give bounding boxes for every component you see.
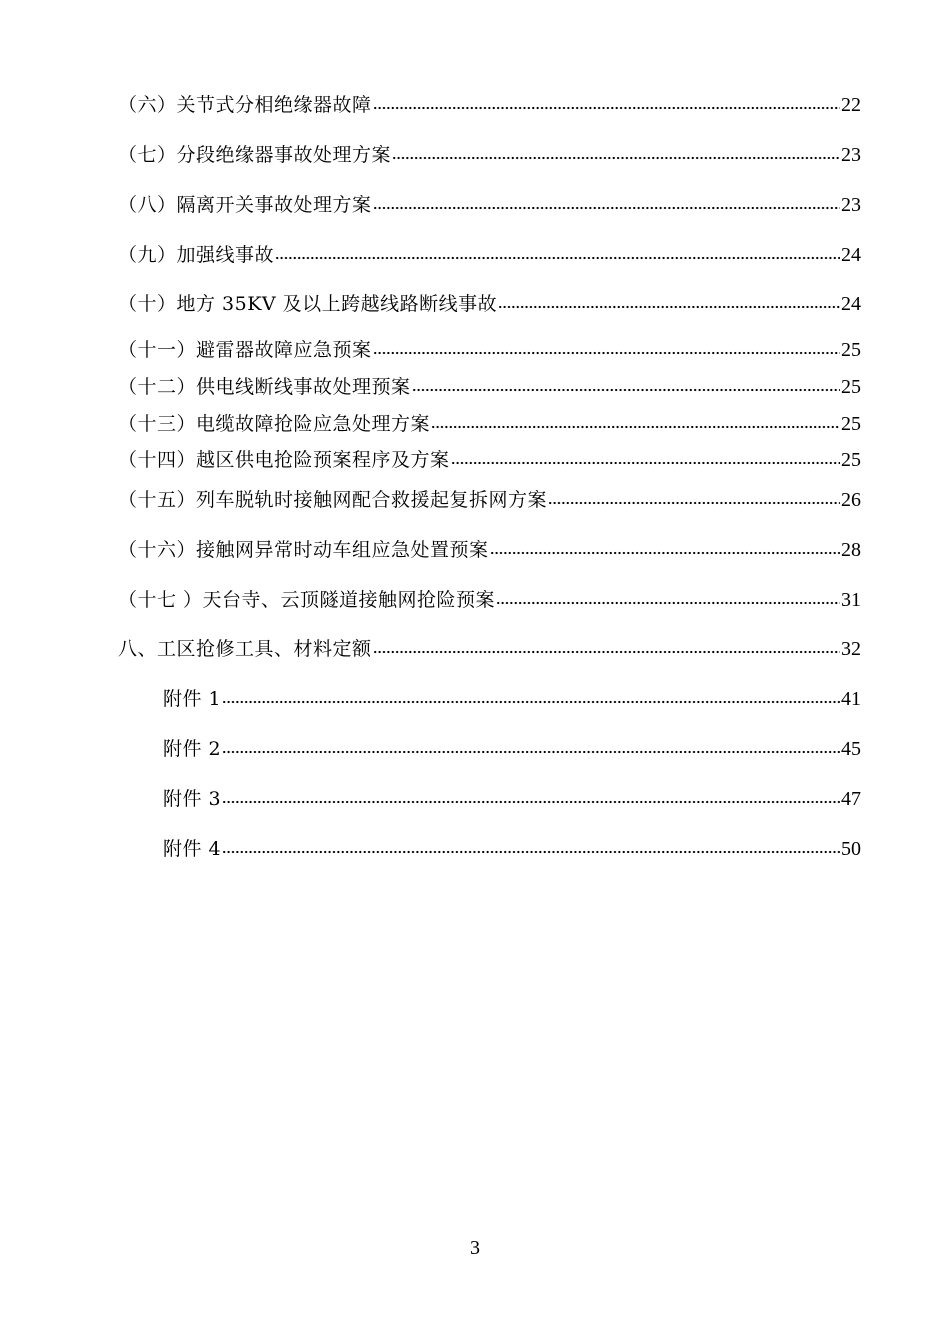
toc-leader-dots bbox=[548, 500, 840, 506]
toc-entry-page: 41 bbox=[841, 688, 861, 710]
toc-leader-dots bbox=[431, 424, 840, 430]
toc-entry-page: 28 bbox=[841, 539, 861, 561]
toc-leader-dots bbox=[373, 105, 840, 111]
toc-entry-page: 45 bbox=[841, 738, 861, 760]
toc-entry[interactable] bbox=[118, 587, 861, 613]
toc-entry[interactable] bbox=[118, 291, 861, 317]
toc-entry[interactable] bbox=[118, 487, 861, 513]
toc-entry-page: 32 bbox=[841, 638, 861, 660]
toc-entry-page: 23 bbox=[841, 194, 861, 216]
toc-leader-dots bbox=[222, 749, 840, 755]
toc-entry-label: （十四）越区供电抢险预案程序及方案 bbox=[118, 449, 450, 471]
toc-entry[interactable] bbox=[118, 242, 861, 268]
toc-entry-page: 24 bbox=[841, 293, 861, 315]
toc-entry-label: （七）分段绝缘器事故处理方案 bbox=[118, 144, 392, 166]
toc-entry[interactable] bbox=[163, 686, 861, 712]
toc-leader-dots bbox=[496, 600, 840, 606]
toc-entry-page: 31 bbox=[841, 589, 861, 611]
toc-entry[interactable] bbox=[163, 736, 861, 762]
toc-entry[interactable] bbox=[163, 786, 861, 812]
toc-entry-page: 50 bbox=[841, 838, 861, 860]
toc-leader-dots bbox=[222, 699, 840, 705]
toc-leader-dots bbox=[373, 205, 840, 211]
toc-entry[interactable] bbox=[118, 537, 861, 563]
toc-entry-page: 23 bbox=[841, 144, 861, 166]
toc-entry[interactable] bbox=[118, 411, 861, 437]
toc-leader-dots bbox=[373, 649, 840, 655]
toc-entry-page: 24 bbox=[841, 244, 861, 266]
toc-entry[interactable] bbox=[118, 192, 861, 218]
toc-entry-label: （十六）接触网异常时动车组应急处置预案 bbox=[118, 539, 489, 561]
toc-leader-dots bbox=[412, 387, 840, 393]
toc-entry[interactable] bbox=[118, 636, 861, 662]
toc-leader-dots bbox=[392, 155, 840, 161]
toc-entry-label: （十）地方 35KV 及以上跨越线路断线事故 bbox=[118, 293, 498, 315]
page-number: 3 bbox=[470, 1237, 480, 1259]
toc-leader-dots bbox=[222, 849, 840, 855]
toc-leader-dots bbox=[275, 255, 840, 261]
toc-entry-label: 附件 2 bbox=[163, 738, 222, 760]
toc-entry-label: （十一）避雷器故障应急预案 bbox=[118, 339, 372, 361]
toc-entry-label: 附件 4 bbox=[163, 838, 222, 860]
toc-entry-label: （十五）列车脱轨时接触网配合救援起复拆网方案 bbox=[118, 489, 548, 511]
toc-entry[interactable] bbox=[118, 447, 861, 473]
toc-leader-dots bbox=[451, 460, 840, 466]
toc-entry[interactable] bbox=[118, 374, 861, 400]
toc-entry-page: 25 bbox=[841, 376, 861, 398]
toc-entry-page: 25 bbox=[841, 339, 861, 361]
toc-entry[interactable] bbox=[163, 836, 861, 862]
toc-entry-label: （八）隔离开关事故处理方案 bbox=[118, 194, 372, 216]
toc-entry-page: 25 bbox=[841, 413, 861, 435]
toc-entry-label: 八、工区抢修工具、材料定额 bbox=[118, 638, 372, 660]
toc-entry[interactable] bbox=[118, 92, 861, 118]
toc-entry-page: 25 bbox=[841, 449, 861, 471]
toc-entry-label: （十二）供电线断线事故处理预案 bbox=[118, 376, 411, 398]
toc-entry-label: （十七 ）天台寺、云顶隧道接触网抢险预案 bbox=[118, 589, 496, 611]
toc-entry-label: 附件 1 bbox=[163, 688, 222, 710]
toc-entry-label: （九）加强线事故 bbox=[118, 244, 275, 266]
toc-entry-page: 22 bbox=[841, 94, 861, 116]
toc-leader-dots bbox=[373, 350, 840, 356]
toc-entry-page: 26 bbox=[841, 489, 861, 511]
toc-leader-dots bbox=[490, 550, 840, 556]
toc-entry-label: （十三）电缆故障抢险应急处理方案 bbox=[118, 413, 431, 435]
toc-entry[interactable] bbox=[118, 337, 861, 363]
toc-entry-label: 附件 3 bbox=[163, 788, 222, 810]
toc-entry[interactable] bbox=[118, 142, 861, 168]
toc-leader-dots bbox=[498, 304, 840, 310]
toc-entry-page: 47 bbox=[841, 788, 861, 810]
toc-entry-label: （六）关节式分相绝缘器故障 bbox=[118, 94, 372, 116]
toc-leader-dots bbox=[222, 799, 840, 805]
